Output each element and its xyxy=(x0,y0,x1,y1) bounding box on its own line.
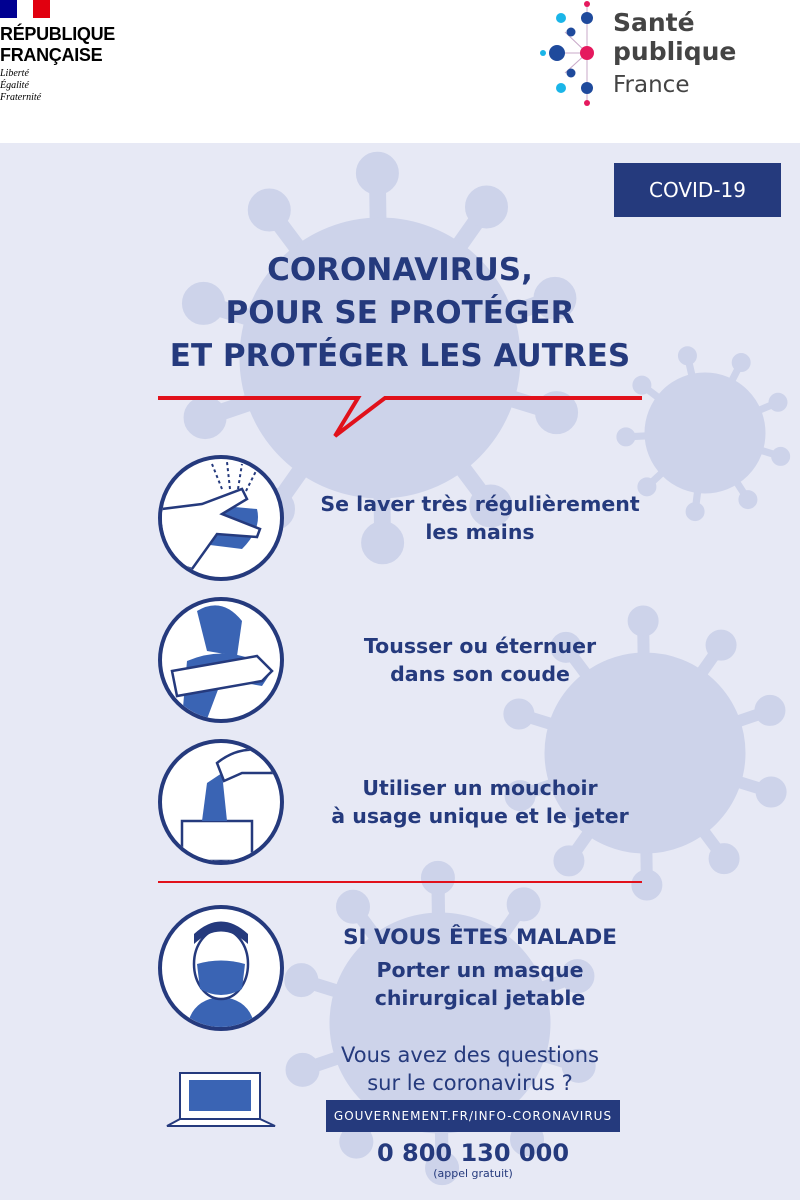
phone-number[interactable]: 0 800 130 000 xyxy=(376,1139,570,1167)
laptop-icon xyxy=(165,1071,277,1129)
item-text: dans son coude xyxy=(390,662,570,686)
title-line: CORONAVIRUS, xyxy=(267,252,533,288)
motto-2: Égalité xyxy=(0,80,29,91)
list-item xyxy=(158,739,642,865)
item-text: Porter un masque xyxy=(376,958,584,982)
title-line: ET PROTÉGER LES AUTRES xyxy=(169,338,631,374)
sante-publique-dots-icon xyxy=(535,0,615,110)
question-line: Vous avez des questions xyxy=(341,1043,599,1067)
info-url-link[interactable]: GOUVERNEMENT.FR/INFO-CORONAVIRUS xyxy=(326,1100,620,1132)
list-item xyxy=(158,455,642,581)
sick-heading: SI VOUS ÊTES MALADE xyxy=(343,925,617,950)
item-text: chirurgical jetable xyxy=(374,986,586,1010)
title-line: POUR SE PROTÉGER xyxy=(225,295,575,331)
rf-name-2: FRANÇAISE xyxy=(0,45,103,65)
cough-in-elbow-icon xyxy=(158,597,284,723)
item-text: à usage unique et le jeter xyxy=(331,804,629,828)
item-text: Utiliser un mouchoir xyxy=(362,776,598,800)
hand-washing-icon xyxy=(158,455,284,581)
sante-publique-france-logo xyxy=(535,0,737,114)
list-item xyxy=(158,597,642,723)
rf-name-1: RÉPUBLIQUE xyxy=(0,24,116,44)
header xyxy=(0,0,800,143)
motto-3: Fraternité xyxy=(0,92,42,103)
sp-line-1: Santé xyxy=(613,8,695,37)
marianne-flag-icon xyxy=(0,0,50,18)
tissue-icon xyxy=(158,739,284,865)
item-text: les mains xyxy=(425,520,535,544)
item-text: Tousser ou éternuer xyxy=(363,634,597,658)
sp-line-2: publique xyxy=(613,37,737,66)
face-mask-icon xyxy=(158,905,284,1031)
motto-1: Liberté xyxy=(0,68,29,79)
sick-section xyxy=(158,905,642,1031)
question-line: sur le coronavirus ? xyxy=(367,1071,573,1095)
covid-badge: COVID-19 xyxy=(614,163,781,217)
poster xyxy=(0,143,800,1200)
phone-note: (appel gratuit) xyxy=(433,1167,513,1180)
sp-line-3: France xyxy=(613,72,690,98)
divider xyxy=(158,881,642,883)
contact-question xyxy=(300,1041,640,1097)
republique-francaise-logo xyxy=(0,0,116,103)
item-text: Se laver très régulièrement xyxy=(320,492,640,516)
speech-bubble-line-icon xyxy=(0,143,800,453)
